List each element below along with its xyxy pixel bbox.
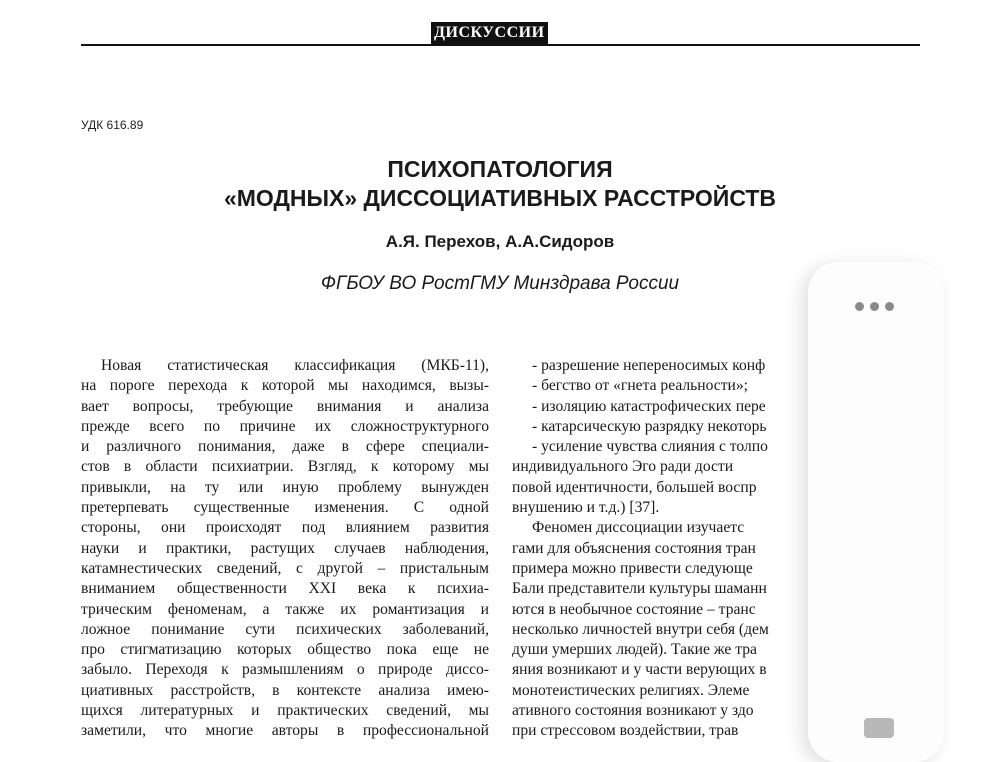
text-line: Бали представители культуры шаманн — [512, 580, 767, 598]
udk-code: УДК 616.89 — [81, 118, 144, 132]
text-line: гами для объяснения состояния тран — [512, 539, 756, 557]
text-line: ются в необычное состояние – транс — [512, 600, 756, 618]
left-column — [81, 356, 489, 742]
text-line: вниманием общественности XXI века к психиа- — [81, 580, 489, 598]
text-line: монотеистических религиях. Элеме — [512, 681, 750, 699]
text-line: повой идентичности, большей воспр — [512, 478, 757, 496]
dot — [870, 302, 879, 311]
text-line: несколько личностей внутри себя (дем — [512, 620, 769, 638]
text-line: ативного состояния возникают у здо — [512, 702, 754, 720]
text-line: души умерших людей). Такие же тра — [512, 641, 757, 659]
more-options-icon[interactable] — [855, 302, 894, 311]
text-line: стов в области психиатрии. Взгляд, к которому мы — [81, 458, 489, 476]
text-line: прежде всего по причине их сложноструктурного — [81, 417, 489, 435]
text-line: - катарсическую разрядку некоторь — [532, 417, 767, 435]
text-line: - бегство от «гнета реальности»; — [532, 377, 749, 395]
text-line: и различного понимания, даже в сфере специали- — [81, 438, 489, 456]
text-line: стороны, они происходят под влиянием развития — [81, 519, 489, 537]
article-title-line-1: ПСИХОПАТОЛОГИЯ — [387, 156, 613, 182]
text-line: - изоляцию катастрофических пере — [532, 397, 766, 415]
text-line: на пороге перехода к которой мы находимся, вызы- — [81, 377, 489, 395]
text-line: вает вопросы, требующие внимания и анализа — [81, 397, 489, 415]
text-line: внушению и т.д.) [37]. — [512, 499, 660, 517]
text-line: - усиление чувства слияния с толпо — [532, 438, 768, 456]
header-rule — [81, 44, 920, 46]
text-line: забыло. Переходя к размышлениям о природе диссо- — [81, 661, 489, 679]
dot — [855, 302, 864, 311]
text-line: заметили, что многие авторы в профессиональной — [81, 722, 489, 740]
text-line: претерпевать существенные изменения. С одной — [81, 499, 489, 517]
text-line: катамнестических сведений, с другой – пристальным — [81, 559, 489, 577]
text-line: примера можно привести следующе — [512, 559, 753, 577]
text-line: яния возникают и у части верующих в — [512, 661, 767, 679]
dot — [885, 302, 894, 311]
text-line: Новая статистическая классификация (МКБ-11), — [101, 357, 489, 374]
text-line: Феномен диссоциации изучаетс — [532, 519, 745, 537]
text-line: циативных расстройств, в контексте анализа имею- — [81, 681, 489, 699]
text-line: про стигматизацию которых общество пока еще не — [81, 641, 489, 659]
floating-side-panel[interactable] — [808, 262, 944, 762]
scroll-handle[interactable] — [864, 718, 894, 738]
text-line: науки и практики, растущих случаев наблюдения, — [81, 539, 489, 557]
text-line: - разрешение непереносимых конф — [532, 357, 766, 374]
text-line: щихся литературных и практических сведений, мы — [81, 702, 489, 720]
text-line: индивидуального Эго ради дости — [512, 458, 734, 476]
article-title-line-2: «МОДНЫХ» ДИССОЦИАТИВНЫХ РАССТРОЙСТВ — [223, 185, 777, 211]
affiliation: ФГБОУ ВО РостГМУ Минздрава России — [320, 273, 680, 294]
section-label: ДИСКУССИИ — [431, 22, 548, 44]
text-line: привыкли, на ту или иную проблему вынужден — [81, 478, 489, 496]
text-line: ложное понимание сути психических заболеваний, — [81, 620, 489, 638]
text-line: при стрессовом воздействии, трав — [512, 722, 739, 740]
text-line: трическим феноменам, а также их романтизация и — [81, 600, 489, 618]
authors: А.Я. Перехов, А.А.Сидоров — [385, 232, 615, 251]
